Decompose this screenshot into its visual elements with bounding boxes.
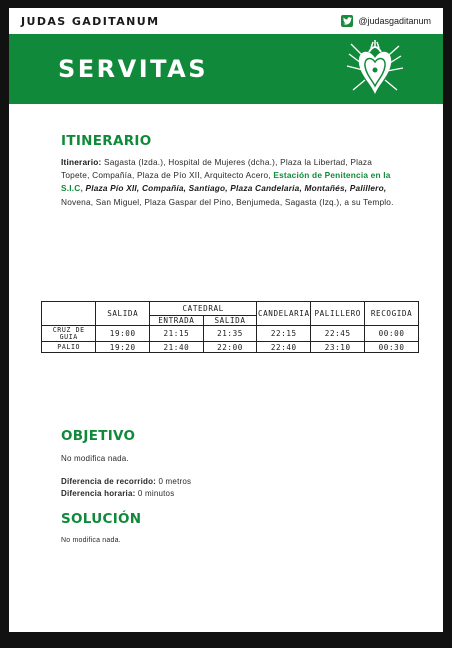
page-title: SERVITAS (58, 55, 209, 83)
row-label-line2: GUIA (59, 332, 78, 341)
twitter-icon (341, 15, 353, 27)
header-candelaria: CANDELARIA (257, 302, 311, 326)
itinerario-route-1: Sagasta (Izda.), Hospital de Mujeres (dcha.), Plaza la Libertad, Plaza Topete, Compañía, Plaza de Pío XII, Arquitecto Acero, (61, 157, 373, 181)
objetivo-section (61, 428, 191, 498)
solucion-text: No modifica nada. (61, 537, 121, 544)
title-banner (9, 34, 443, 104)
schedule-row-cruz (42, 326, 419, 342)
cell-salida-catedral: 21:35 (203, 326, 257, 342)
cell-salida: 19:20 (96, 342, 150, 353)
top-bar (9, 8, 443, 34)
document-page (9, 8, 443, 632)
schedule-table (41, 301, 419, 353)
recorrido-label: Diferencia de recorrido: (61, 477, 157, 486)
sacred-heart-icon (343, 38, 407, 100)
solucion-section (61, 511, 141, 544)
itinerario-label: Itinerario: (61, 157, 102, 167)
row-label-line1: CRUZ DE (52, 325, 85, 334)
itinerario-section (9, 133, 443, 209)
itinerario-text (61, 156, 397, 209)
twitter-handle[interactable] (341, 15, 431, 27)
header-entrada: ENTRADA (150, 316, 204, 326)
header-catedral: CATEDRAL (150, 302, 257, 316)
cell-palillero: 22:45 (311, 326, 365, 342)
cell-recogida: 00:30 (365, 342, 419, 353)
horaria-label: Diferencia horaria: (61, 489, 136, 498)
schedule-header-row (42, 302, 419, 316)
cell-candelaria: 22:15 (257, 326, 311, 342)
cell-salida: 19:00 (96, 326, 150, 342)
header-salida: SALIDA (96, 302, 150, 326)
cell-recogida: 00:00 (365, 326, 419, 342)
brand-name: JUDAS GADITANUM (21, 14, 160, 28)
estacion-penitencia: Estación de Penitencia en la S.I.C, (61, 170, 391, 194)
objetivo-text: No modifica nada. (61, 454, 129, 463)
empty-corner-cell (42, 302, 96, 326)
schedule-row-palio (42, 342, 419, 353)
solucion-title: SOLUCIÓN (61, 511, 142, 527)
header-palillero: PALILLERO (311, 302, 365, 326)
header-recogida: RECOGIDA (365, 302, 419, 326)
cell-entrada: 21:40 (150, 342, 204, 353)
diferencia-recorrido (61, 477, 191, 486)
row-label (42, 326, 96, 342)
horaria-value: 0 minutos (135, 489, 175, 498)
row-label: PALIO (42, 342, 96, 353)
itinerario-route-2: Plaza Pío XII, Compañía, Santiago, Plaza Candelaria, Montañés, Palillero, (82, 183, 387, 194)
handle-text: @judasgaditanum (358, 16, 431, 26)
header-salida-catedral: SALIDA (203, 316, 257, 326)
recorrido-value: 0 metros (156, 477, 192, 486)
cell-palillero: 23:10 (311, 342, 365, 353)
itinerario-title: ITINERARIO (61, 133, 152, 149)
diferencia-horaria (61, 489, 191, 498)
cell-salida-catedral: 22:00 (203, 342, 257, 353)
cell-candelaria: 22:40 (257, 342, 311, 353)
cell-entrada: 21:15 (150, 326, 204, 342)
itinerario-route-3: Novena, San Miguel, Plaza Gaspar del Pino, Benjumeda, Sagasta (Izq.), a su Templo. (61, 196, 394, 207)
objetivo-title: OBJETIVO (61, 428, 136, 444)
